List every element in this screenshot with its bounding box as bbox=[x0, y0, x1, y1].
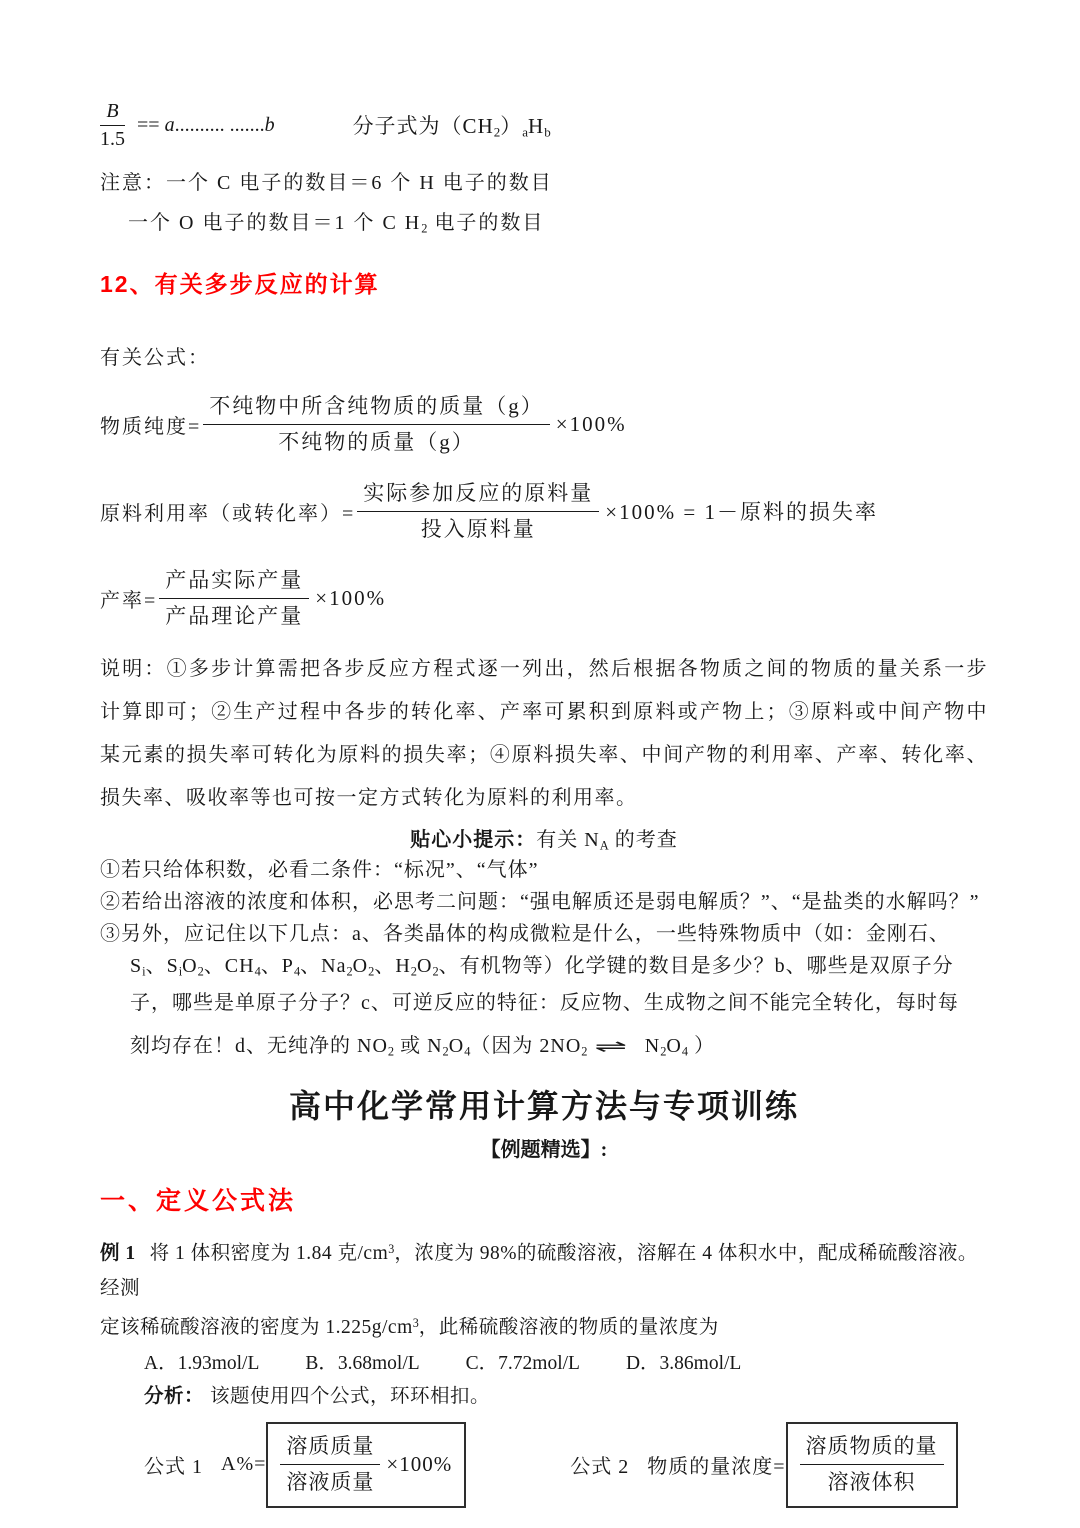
formula-1-lhs: A%= bbox=[221, 1453, 267, 1476]
ratio-fraction-denominator: 1.5 bbox=[100, 128, 125, 150]
ratio-fraction-numerator: B bbox=[100, 100, 124, 126]
tips-title bbox=[100, 823, 988, 853]
choice-b: B．3.68mol/L bbox=[305, 1352, 420, 1374]
example-1 bbox=[100, 1232, 988, 1345]
analysis-label: 分析： bbox=[144, 1385, 205, 1407]
molecular-formula: 分子式为$(CH_2)_aH_b$ bbox=[352, 114, 551, 140]
formula-1-numerator: 溶质质量 bbox=[280, 1431, 380, 1466]
example-label: 例 1 bbox=[100, 1242, 136, 1264]
ratio-equation-text: == a.......... .......b bbox=[137, 114, 275, 136]
explanation-line-1: 说明：①多步计算需把各步反应方程式逐一列出，然后根据各物质之间的物质的量关系一步 bbox=[100, 658, 988, 681]
formula-2-numerator: 溶质物质的量 bbox=[800, 1431, 944, 1466]
section-12-heading: 12、有关多步反应的计算 bbox=[100, 271, 380, 298]
formula-1-label: 公式 1 bbox=[144, 1456, 203, 1479]
formula-utilization-suffix: ×100% = 1－原料的损失率 bbox=[605, 500, 878, 525]
formula-purity-suffix: ×100% bbox=[555, 411, 627, 436]
choice-d: D．3.86mol/L bbox=[625, 1352, 742, 1374]
formula-1-fraction bbox=[280, 1431, 380, 1499]
formula-yield bbox=[100, 565, 988, 631]
example-line-2: 定该稀硫酸溶液的密度为 $1.225g/cm^3$，此稀硫酸溶液的物质的量浓度为 bbox=[100, 1315, 719, 1338]
explanation-line-4: 损失率、吸收率等也可按一定方式转化为原料的利用率。 bbox=[100, 787, 638, 810]
formula-yield-numerator: 产品实际产量 bbox=[159, 565, 309, 598]
formula-utilization-numerator: 实际参加反应的原料量 bbox=[357, 478, 599, 511]
explanation-line-3: 某元素的损失率可转化为原料的损失率；④原料损失率、中间产物的利用率、产率、转化率、 bbox=[100, 744, 988, 767]
formula-yield-suffix: ×100% bbox=[315, 585, 387, 610]
tips-title-text: 有关 $N_A$ 的考查 bbox=[536, 829, 678, 853]
ratio-formula-row bbox=[100, 100, 988, 151]
formula-purity-fraction bbox=[203, 391, 550, 457]
formula-2-label: 公式 2 bbox=[570, 1456, 630, 1479]
formula-1-box bbox=[266, 1422, 466, 1508]
formula-utilization-fraction bbox=[357, 478, 599, 544]
section-1-heading: 一、定义公式法 bbox=[100, 1186, 297, 1215]
formula-2-box bbox=[786, 1422, 958, 1508]
formula-2-fraction bbox=[800, 1431, 944, 1499]
analysis-text: 该题使用四个公式，环环相扣。 bbox=[210, 1385, 491, 1407]
formula-purity bbox=[100, 391, 988, 457]
tip-line-2: ②若给出溶液的浓度和体积，必思考二问题：“强电解质还是弱电解质？”、“是盐类的水解吗？” bbox=[100, 890, 980, 913]
formula-yield-label: 产率= bbox=[100, 589, 158, 612]
tip-line-3c: 子，哪些是单原子分子？c、可逆反应的特征：反应物、生成物之间不能完全转化，每时每 bbox=[130, 992, 959, 1015]
formula-box-row bbox=[100, 1422, 988, 1508]
tips-title-label: 贴心小提示： bbox=[410, 829, 537, 852]
subtitle: 【例题精选】: bbox=[480, 1138, 608, 1161]
explanation-paragraph bbox=[100, 648, 988, 820]
formula-yield-fraction bbox=[159, 565, 309, 631]
formula-1-suffix: ×100% bbox=[386, 1452, 453, 1477]
tip-line-3d: 刻均存在！d、无纯净的 $NO_2$ 或 $N_2O_4$（因为 $2NO_2$ ⇌ $N_2O_4$ ） bbox=[130, 1035, 716, 1059]
ratio-fraction bbox=[100, 100, 125, 151]
main-title: 高中化学常用计算方法与专项训练 bbox=[288, 1087, 799, 1124]
example-text-1: 将 1 体积密度为 1.84 克$/cm^3$，浓度为 98%的硫酸溶液，溶解在 4 体积水中，配成稀硫酸溶液。经测 bbox=[100, 1241, 978, 1299]
formula-2-lhs: 物质的量浓度= bbox=[647, 1456, 786, 1479]
formula-yield-denominator: 产品理论产量 bbox=[165, 603, 304, 628]
formula-purity-denominator: 不纯物的质量（g） bbox=[278, 429, 475, 454]
formula-purity-label: 物质纯度= bbox=[100, 415, 202, 438]
note-line-1: 注意：一个 C 电子的数目＝6 个 H 电子的数目 bbox=[100, 172, 553, 194]
formula-purity-numerator: 不纯物中所含纯物质的质量（g） bbox=[203, 391, 550, 424]
formula-utilization bbox=[100, 478, 988, 544]
formula-utilization-label: 原料利用率（或转化率）= bbox=[100, 502, 356, 525]
note-line-2: 一个 O 电子的数目＝1 个 C $H_2$ 电子的数目 bbox=[128, 212, 545, 236]
formula-utilization-denominator: 投入原料量 bbox=[420, 516, 536, 541]
answer-choices bbox=[100, 1347, 988, 1375]
tip-line-3b: $S_i$、$S_iO_2$、$CH_4$、$P_4$、$Na_2O_2$、$H_2O_2$、有机物等）化学键的数目是多少？b、哪些是双原子分 bbox=[130, 954, 954, 979]
formula-1-denominator: 溶液质量 bbox=[286, 1470, 375, 1495]
tip-line-1: ①若只给体积数，必看二条件：“标况”、“气体” bbox=[100, 858, 539, 881]
formulas-intro: 有关公式： bbox=[100, 347, 210, 370]
choice-c: C．7.72mol/L bbox=[465, 1352, 580, 1374]
choice-a: A．1.93mol/L bbox=[144, 1352, 260, 1374]
formula-2-denominator: 溶液体积 bbox=[827, 1470, 916, 1495]
analysis-line bbox=[100, 1380, 988, 1408]
example-line-1 bbox=[100, 1232, 988, 1306]
tip-line-3a: ③另外，应记住以下几点：a、各类晶体的构成微粒是什么，一些特殊物质中（如：金刚石、 bbox=[100, 922, 950, 945]
explanation-line-2: 计算即可；②生产过程中各步的转化率、产率可累积到原料或产物上；③原料或中间产物中 bbox=[100, 701, 988, 724]
